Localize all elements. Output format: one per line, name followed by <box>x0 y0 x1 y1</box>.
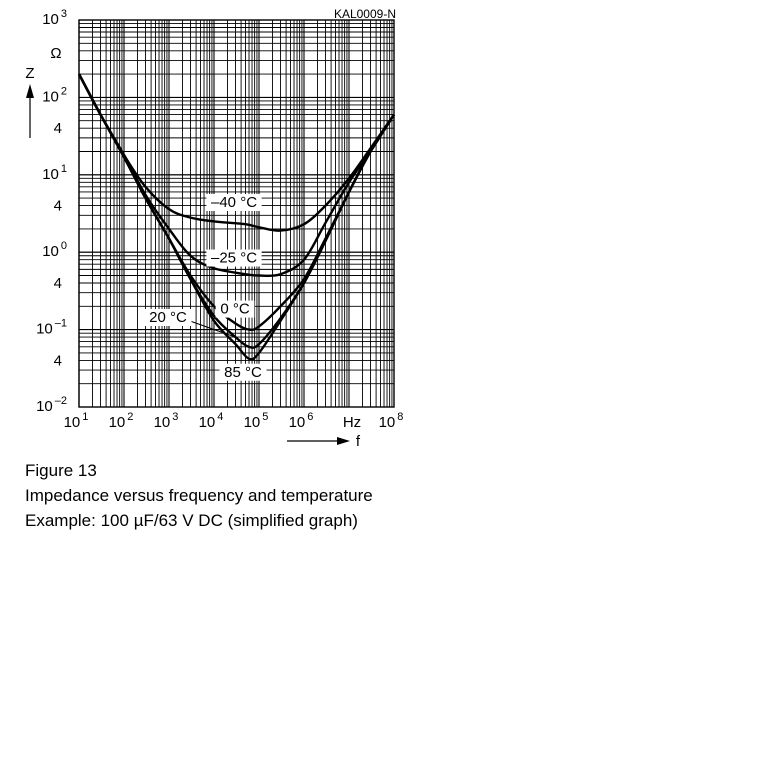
x-axis-label: f <box>355 433 361 450</box>
x-axis-arrow <box>287 437 350 445</box>
chart-code: KAL0009-N <box>333 7 396 21</box>
y-tick-label: 4 <box>53 275 62 293</box>
y-axis-label: Z <box>25 65 35 82</box>
example-suffix: F/63 V DC (simplified graph) <box>143 511 358 530</box>
example-prefix: Example: 100 <box>25 511 134 530</box>
y-tick-label: 10 $^{-1}$ <box>36 317 67 338</box>
y-tick-label: 4 <box>53 120 62 138</box>
series-annotation: –25 °C <box>211 249 258 267</box>
x-unit-label: Hz <box>342 414 362 431</box>
chart-grid <box>79 20 394 407</box>
y-tick-label: 10 $^1$ <box>42 162 67 183</box>
x-tick-label: 10 $^5$ <box>243 411 269 431</box>
x-tick-label: 10 $^3$ <box>153 411 179 431</box>
y-tick-label: 4 <box>53 352 62 370</box>
y-tick-label: 10 $^2$ <box>42 85 67 106</box>
figure-number: Figure 13 <box>25 461 97 480</box>
series-annotation: 85 °C <box>224 363 262 381</box>
x-tick-label: 10 $^4$ <box>198 411 224 431</box>
example-mu: µ <box>133 511 144 530</box>
y-tick-label: 10 $^{-2}$ <box>36 395 67 415</box>
x-tick-label: 10 $^1$ <box>63 411 89 431</box>
series-annotation: 0 °C <box>220 300 250 318</box>
chart-labels <box>36 8 403 431</box>
y-tick-label: 4 <box>53 197 62 215</box>
series-annotation: 20 °C <box>149 309 187 326</box>
series-annotation: –40 °C <box>211 194 258 212</box>
figure-example <box>25 509 358 533</box>
figure-title: Impedance versus frequency and temperature <box>25 486 373 505</box>
x-tick-label: 10 $^8$ <box>378 411 404 431</box>
x-tick-label: 10 $^2$ <box>108 411 134 431</box>
y-tick-label: 10 $^3$ <box>42 8 67 28</box>
x-tick-label: 10 $^6$ <box>288 411 314 431</box>
y-unit-label: Ω <box>50 45 62 62</box>
y-axis-arrow <box>26 84 34 138</box>
y-tick-label: 10 $^0$ <box>42 240 67 261</box>
